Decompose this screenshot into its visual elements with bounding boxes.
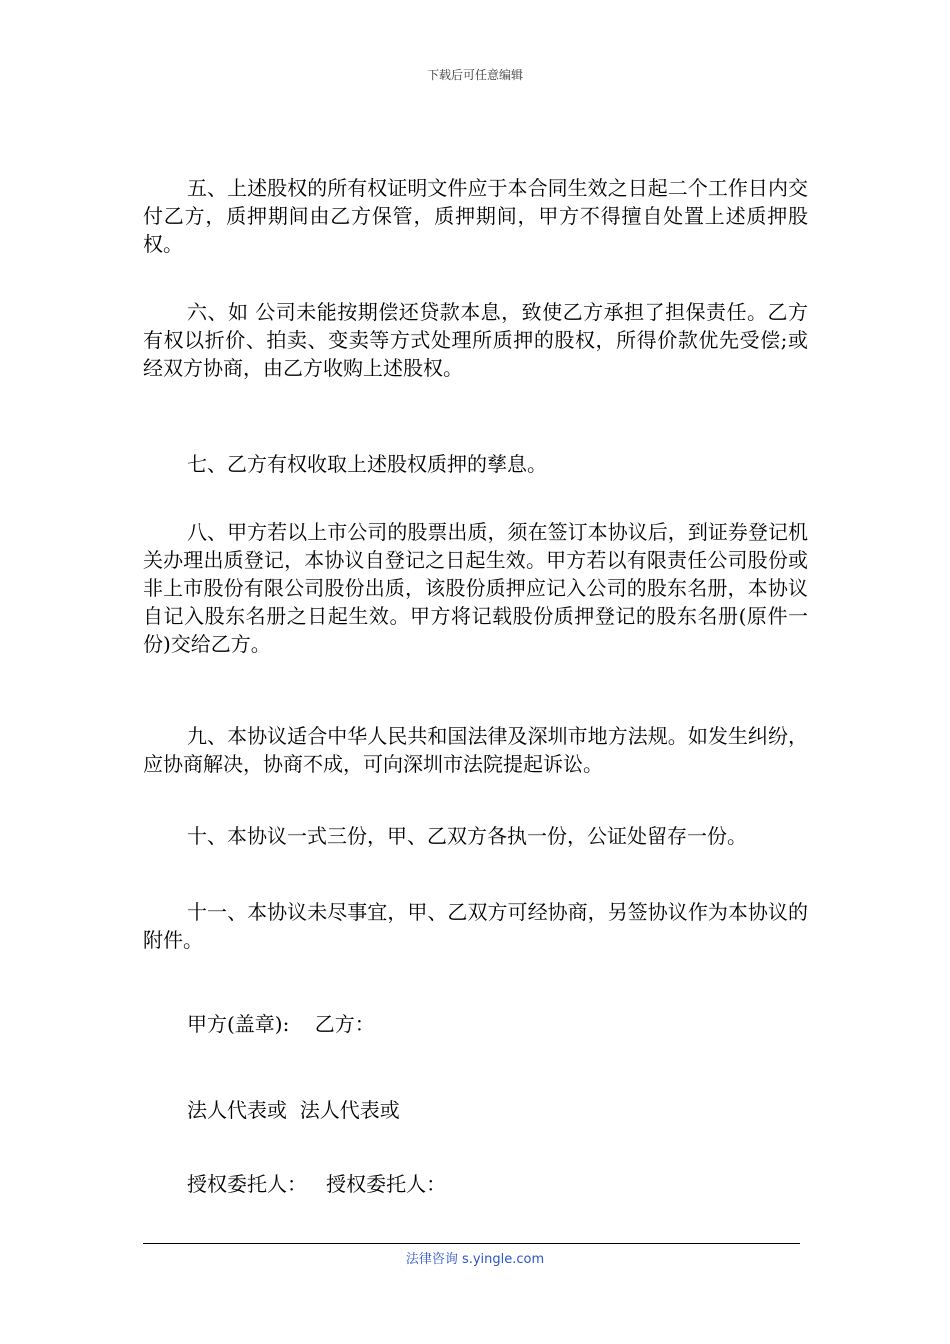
clause-10: 十、本协议一式三份，甲、乙双方各执一份，公证处留存一份。	[187, 824, 747, 848]
signature-representatives: 法人代表或 法人代表或	[187, 1098, 400, 1122]
clause-5: 五、上述股权的所有权证明文件应于本合同生效之日起二个工作日内交付乙方，质押期间由乙方保管，质押期间，甲方不得擅自处置上述质押股权。	[143, 176, 808, 256]
footer-link[interactable]: 法律咨询 s.yingle.com	[405, 1252, 545, 1267]
clause-7: 七、乙方有权收取上述股权质押的孳息。	[187, 452, 547, 476]
footer-divider	[143, 1243, 800, 1244]
signature-authorized: 授权委托人： 授权委托人：	[187, 1172, 447, 1196]
header-note: 下载后可任意编辑	[426, 68, 523, 82]
signature-parties: 甲方(盖章): 乙方：	[187, 1012, 375, 1036]
clause-6: 六、如 公司未能按期偿还贷款本息，致使乙方承担了担保责任。乙方有权以折价、拍卖、变卖等方式处理所质押的股权，所得价款优先受偿;或经双方协商，由乙方收购上述股权。	[143, 300, 808, 380]
clause-9: 九、本协议适合中华人民共和国法律及深圳市地方法规。如发生纠纷，应协商解决，协商不成，可向深圳市法院提起诉讼。	[143, 724, 808, 776]
clause-8: 八、甲方若以上市公司的股票出质，须在签订本协议后，到证券登记机关办理出质登记，本协议自登记之日起生效。甲方若以有限责任公司股份或非上市股份有限公司股份出质，该股份质押应记入公司的股东名册，本协议自记入股东名册之日起生效。甲方将记载股份质押登记的股东名册(原件一份)交给乙方。	[143, 520, 808, 656]
clause-11: 十一、本协议未尽事宜，甲、乙双方可经协商，另签协议作为本协议的附件。	[143, 900, 808, 952]
